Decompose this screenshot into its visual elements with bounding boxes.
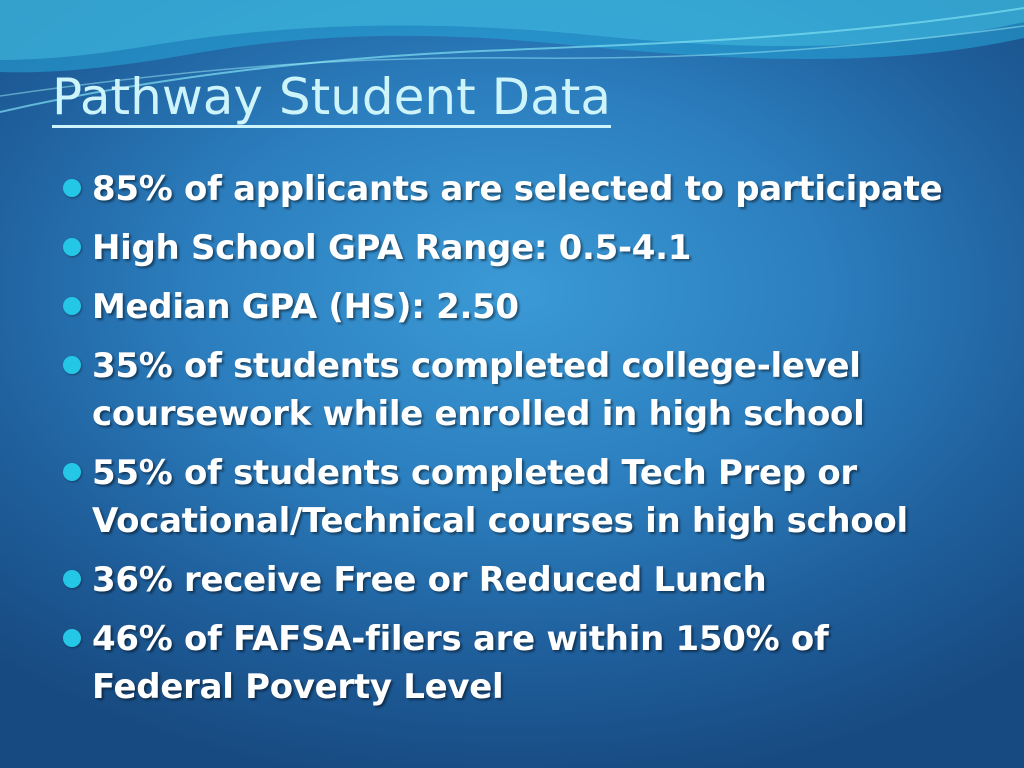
bullet-text: 35% of students completed college-level coursework while enrolled in high school	[92, 346, 865, 434]
bullet-item	[62, 224, 962, 272]
bullet-item	[62, 449, 962, 545]
bullet-dot-icon	[63, 356, 81, 374]
bullet-item	[62, 556, 962, 604]
bullet-item	[62, 615, 962, 711]
bullet-text: Median GPA (HS): 2.50	[92, 287, 519, 327]
bullet-dot-icon	[63, 463, 81, 481]
bullet-dot-icon	[63, 238, 81, 256]
bullet-text: 36% receive Free or Reduced Lunch	[92, 560, 767, 600]
bullet-text: 55% of students completed Tech Prep or Vocational/Technical courses in high school	[92, 453, 908, 541]
slide-title: Pathway Student Data	[52, 68, 611, 126]
bullet-item	[62, 165, 962, 213]
bullet-dot-icon	[63, 629, 81, 647]
bullet-text: 46% of FAFSA-filers are within 150% of Federal Poverty Level	[92, 619, 829, 707]
bullet-item	[62, 342, 962, 438]
bullet-text: High School GPA Range: 0.5-4.1	[92, 228, 692, 268]
bullet-item	[62, 283, 962, 331]
bullet-text: 85% of applicants are selected to participate	[92, 169, 943, 209]
bullet-dot-icon	[63, 570, 81, 588]
bullet-list	[62, 165, 962, 722]
bullet-dot-icon	[63, 297, 81, 315]
bullet-dot-icon	[63, 179, 81, 197]
